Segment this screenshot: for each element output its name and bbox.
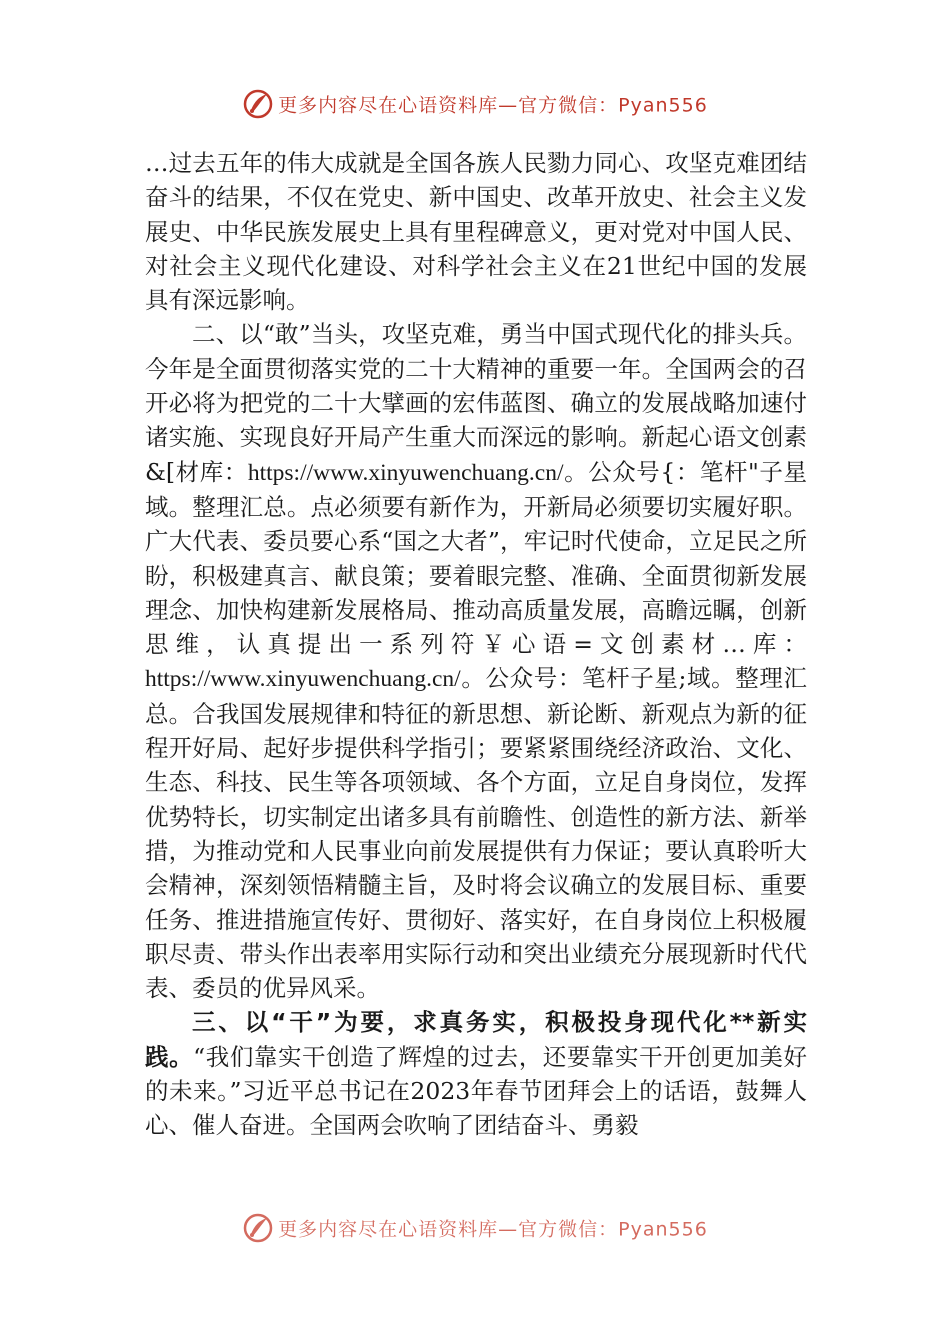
paragraph-3 — [145, 1005, 807, 1142]
watermark-header-text: 更多内容尽在心语资料库—官方微信：Pyan556 — [278, 94, 708, 117]
paragraph-1: …过去五年的伟大成就是全国各族人民勠力同心、攻坚克难团结奋斗的结果，不仅在党史、新中国史、改革开放史、社会主义发展史、中华民族发展史上具有里程碑意义，更对党对中国人民、对社会主义现代化建设、对科学社会主义在21世纪中国的发展具有深远影响。 — [145, 149, 807, 315]
paragraph-2-text-b: 。公众号{：笔杆"子星域。整理汇总。点必须要有新作为，开新局必须要切实履好职。广大代表、委员要心系“国之大者”，牢记时代使命，立足民之所盼，积极建真言、献良策；要着眼完整、准确、全面贯彻新发展理念、加快构建新发展格局、推动高质量发展，高瞻远瞩，创新思维，认真提出一系列符￥心语=文创素材…库： — [145, 457, 807, 659]
paragraph-2-text-c: 。公众号：笔杆子星;域。整理汇总。合我国发展规律和特征的新思想、新论断、新观点为新的征程开好局、起好步提供科学指引；要紧紧围绕经济政治、文化、生态、科技、民生等各项领域、各个方面，立足自身岗位，发挥优势特长，切实制定出诸多具有前瞻性、创造性的新方法、新举措，为推动党和人民事业向前发展提供有力保证；要认真聆听大会精神，深刻领悟精髓主旨，及时将会议确立的发展目标、重要任务、推进措施宣传好、贯彻好、落实好，在自身岗位上积极履职尽责、带头作出表率用实际行动和突出业绩充分展现新时代代表、委员的优异风采。 — [145, 664, 807, 1003]
watermark-footer — [0, 1212, 950, 1244]
paragraph-2-text-a: 二、以“敢”当头，攻坚克难，勇当中国式现代化的排头兵。今年是全面贯彻落实党的二十大精神的重要一年。全国两会的召开必将为把党的二十大擘画的宏伟蓝图、确立的发展战略加速付诸实施、实现良好开局产生重大而深远的影响。新起心语文创素&[材库： — [145, 320, 807, 486]
watermark-footer-text: 更多内容尽在心语资料库—官方微信：Pyan556 — [278, 1218, 708, 1241]
paragraph-2 — [145, 317, 807, 1005]
url-link-1: https://www.xinyuwenchuang.cn/ — [247, 459, 564, 486]
brush-logo-icon — [242, 88, 274, 120]
paragraph-3-text: “我们靠实干创造了辉煌的过去，还要靠实干开创更加美好的未来。”习近平总书记在2023年春节团拜会上的话语，鼓舞人心、催人奋进。全国两会吹响了团结奋斗、勇毅 — [145, 1042, 808, 1140]
url-link-2: https://www.xinyuwenchuang.cn/ — [145, 666, 461, 693]
brush-logo-icon — [242, 1212, 274, 1244]
section-heading-3: 三、以“干”为要，求真务实，积极投身现代化**新实践。 — [145, 1008, 807, 1071]
watermark-header — [0, 88, 950, 120]
document-body — [145, 146, 807, 1143]
